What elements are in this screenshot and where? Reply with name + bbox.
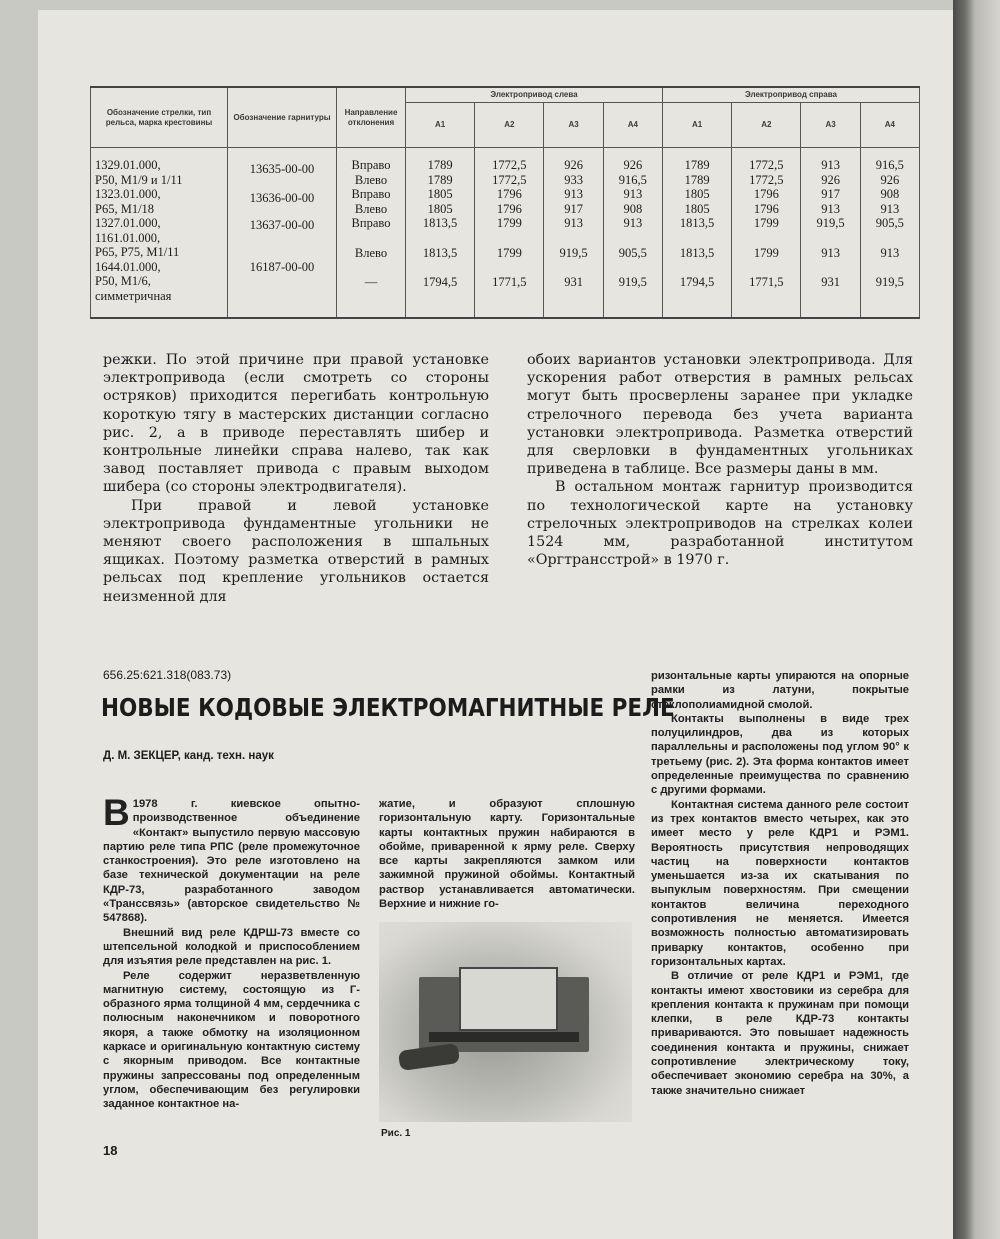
data-table: [90, 86, 920, 319]
article-column-2: [379, 797, 635, 911]
table-row: [91, 148, 920, 319]
article-column-1: [103, 792, 360, 1112]
header-left-drive: Электропривод слева: [406, 87, 663, 103]
paragraph: Реле содержит неразветвленную магнитную систему, состоящую из Г-образного ярма толщиной 4 мм, сердечника с полюсным наконечником и поворотного якоря, а также обмотку на изоляционном каркасе и оригинальную контактную систему с якорным приводом. Все контактные пружины запрессованы под определенным углом, обеспечивающим без регулировки заданное контактное на-: [103, 969, 360, 1111]
header-sub: A2: [475, 103, 544, 148]
relay-photo: [379, 922, 632, 1122]
paragraph: В 1978 г. киевское опытно-производственное объединение «Контакт» выпустило первую массовую партию реле типа РПС (реле промежуточное станкостроения). Это реле изготовлено на базе технической документации на реле КДР-73, разработанного заводом «Трансcвязь» (авторское свидетельство № 547868).: [103, 792, 360, 925]
header-sub: A1: [406, 103, 475, 148]
table-cell-value: 926 916,5 913 908 913 905,5 919,5: [603, 148, 662, 319]
header-sub: A4: [603, 103, 662, 148]
article-title: НОВЫЕ КОДОВЫЕ ЭЛЕКТРОМАГНИТНЫЕ РЕЛЕ: [101, 693, 675, 722]
paragraph: Контактная система данного реле состоит из трех контактов вместо четырех, как это имеет место у реле КДР1 и РЭМ1. Вероятность присутствия непроводящих частиц на поверхности контактов уменьшается из-за их скатывания по выпуклым поверхностям. При смещении контактов величина переходного сопротивления не меняется. Имеется возможность полностью автоматизировать приварку контактов, особенно при горизонтальных картах.: [651, 798, 909, 968]
paragraph: режки. По этой причине при правой установке электропривода (если смотреть со стороны остряков) приходится перегибать контрольную короткую тягу в мастерских дистанции согласно рис. 2, а в приводе переставлять шибер и контрольные линейки справа налево, так как завод поставляет привода с правым выходом шибера (со стороны электродвигателя).: [103, 352, 489, 496]
relay-image: [419, 967, 589, 1062]
body-column-right: [527, 351, 913, 569]
header-sub: A3: [801, 103, 860, 148]
header-direction: Направление отклонения: [337, 87, 406, 148]
drop-cap: В: [103, 792, 130, 833]
body-column-left: [103, 351, 489, 606]
table-cell-value: 1789 1789 1805 1805 1813,5 1813,5 1794,5: [662, 148, 731, 319]
paragraph: В отличие от реле КДР1 и РЭМ1, где контакты имеют хвостовики из серебра для крепления контакта к пружинам при помощи клепки, в реле КДР-73 контакты привариваются. Это повышает надежность соединения контакта и пружины, снижает сопротивление электрическому току, обеспечивает экономию серебра на 30%, а также значительно снижает: [651, 970, 909, 1097]
article-author: Д. М. ЗЕКЦЕР, канд. техн. наук: [103, 750, 274, 762]
table-cell-value: 1772,5 1772,5 1796 1796 1799 1799 1771,5: [732, 148, 801, 319]
paragraph: ризонтальные карты упираются на опорные рамки из латуни, покрытые стеклополиамидной смолой.: [651, 670, 909, 711]
paragraph: Контакты выполнены в виде трех полуцилиндров, два из которых параллельны и расположены под углом 90° к третьему (рис. 2). Эта форма контактов имеет определенные преимущества по сравнению с другими формами.: [651, 712, 909, 797]
header-sub: A2: [732, 103, 801, 148]
page-number: 18: [103, 1143, 118, 1158]
paragraph: В остальном монтаж гарнитур производится по технологической карте на установку стрелочных электроприводов на стрелках колеи 1524 мм, разработанной институтом «Оргтрансстрой» в 1970 г.: [527, 479, 913, 569]
table-cell-value: 1772,5 1772,5 1796 1796 1799 1799 1771,5: [475, 148, 544, 319]
header-sub: A4: [860, 103, 919, 148]
table-cell-value: 913 926 917 913 919,5 913 931: [801, 148, 860, 319]
figure-caption: Рис. 1: [381, 1128, 411, 1139]
header-fittings: Обозначение гарнитуры: [228, 87, 337, 148]
article-column-3: [651, 669, 909, 1098]
table-cell-value: 916,5 926 908 913 905,5 913 919,5: [860, 148, 919, 319]
paragraph: При правой и левой установке электропривода фундаментные угольники не меняют своего расположения в шпальных ящиках. Поэтому разметка отверстий в рамных рельсах под крепление угольников остается неизменной для: [103, 497, 489, 605]
udc-code: 656.25:621.318(083.73): [103, 668, 232, 682]
table-cell-value: 926 933 913 917 913 919,5 931: [544, 148, 603, 319]
header-sub: A1: [662, 103, 731, 148]
table-cell-value: 1789 1789 1805 1805 1813,5 1813,5 1794,5: [406, 148, 475, 319]
header-sub: A3: [544, 103, 603, 148]
paragraph: обоих вариантов установки электропривода. Для ускорения работ отверстия в рамных рельсах могут быть просверлены заранее при укладке стрелочного перевода без учета варианта установки электропривода. Разметка отверстий для сверловки в фундаментных угольниках приведена в таблице. Все размеры даны в мм.: [527, 352, 913, 478]
paragraph: жатие, и образуют сплошную горизонтальную карту. Горизонтальные карты контактных пружин набираются в обойме, приваренной к ярму реле. Сверху все карты закрепляются замком или зажимной пружиной обоймы. Контактный раствор устанавливается автоматически. Верхние и нижние го-: [379, 798, 635, 911]
table-cell-fittings: 13635-00-00 13636-00-00 13637-00-00 16187-00-00: [228, 148, 337, 319]
binding-edge: [953, 0, 1000, 1239]
header-right-drive: Электропривод справа: [662, 87, 919, 103]
paragraph: Внешний вид реле КДРШ-73 вместе со штепсельной колодкой и приспособлением для изъятия реле представлен на рис. 1.: [103, 926, 360, 968]
table-cell-designation: 1329.01.000, Р50, М1/9 и 1/11 1323.01.000, Р65, М1/18 1327.01.000, 1161.01.000, Р65, Р75, М1/11 1644.01.000, Р50, М1/6, симметричная: [91, 148, 228, 319]
header-designation: Обозначение стрелки, тип рельса, марка крестовины: [91, 87, 228, 148]
table-cell-direction: Вправо Влево Вправо Влево Вправо Влево —: [337, 148, 406, 319]
